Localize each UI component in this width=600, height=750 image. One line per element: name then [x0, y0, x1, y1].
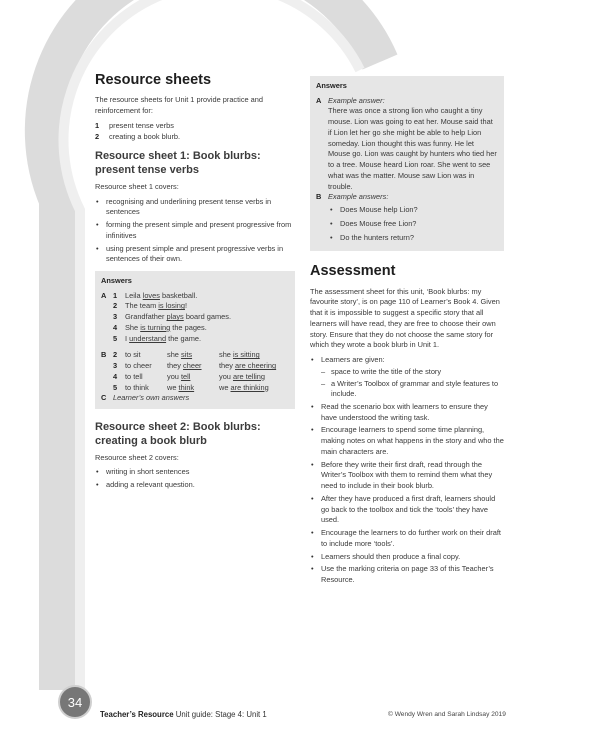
list-item: • Before they write their first draft, read through the Writer’s Toolbox with them to remind them what they need to include in their book blurb.	[310, 460, 504, 492]
list-item: • Does Mouse free Lion?	[328, 219, 498, 230]
resource-sheet-2-covers: Resource sheet 2 covers:	[95, 452, 179, 462]
assessment-heading: Assessment	[310, 263, 396, 280]
given-list	[321, 367, 504, 400]
list-item: • Does Mouse help Lion?	[328, 205, 498, 216]
answer-row: 4 She is turning the pages.	[113, 322, 207, 332]
example-story: There was once a strong lion who caught a tiny mouse. Lion was going to eat her. Mouse said that if Lion let her go she might be able to help Lion someday. Lion thought this was funny. He let Mouse go. Lion was caught by hunters who tied her to a tree. Mouse heard Lion roar. She went to see what was the matter. Mouse saw Lion was in trouble.	[328, 106, 497, 191]
list-item: • writing in short sentences	[95, 467, 295, 478]
answer-row: A Example answer:	[316, 95, 385, 105]
list-item: • Learners should then produce a final copy.	[310, 552, 504, 563]
resource-sheet-1-heading: Resource sheet 1: Book blurbs: present tense verbs	[95, 150, 261, 177]
list-item: • forming the present simple and present progressive from infinitives	[95, 220, 295, 241]
list-item: 2 creating a book blurb.	[95, 131, 181, 141]
resource-sheet-2-heading: Resource sheet 2: Book blurbs: creating a book blurb	[95, 421, 261, 447]
list-item: • Learners are given: – space to write the title of the story – a Writer’s Toolbox of grammar and style features to include.	[310, 355, 504, 400]
resource-sheets-heading: Resource sheets	[95, 72, 212, 88]
list-item: – a Writer’s Toolbox of grammar and style features to include.	[321, 379, 504, 400]
answers-heading: Answers	[316, 81, 347, 90]
list-item: • After they have produced a first draft, learners should go back to the toolbox and tick the ‘tools’ they have used.	[310, 494, 504, 526]
example-questions	[328, 205, 498, 243]
answer-row: 3 to cheer they cheer they are cheering	[113, 361, 277, 371]
list-item: 1 present tense verbs	[95, 120, 174, 130]
list-item: • Encourage the learners to do further work on their draft to include more ‘tools’.	[310, 528, 504, 549]
resource-sheet-1-covers: Resource sheet 1 covers:	[95, 181, 179, 191]
assessment-intro: The assessment sheet for this unit, ‘Book blurbs: my favourite story’, is on page 110 of Learner’s Book 4. Given that it is impossible to suggest a specific story that all learners will have read, they are free to choose their own story. Ensure that they do not choose the same story for which they wrote a book blurb in Unit 1.	[310, 286, 500, 350]
answer-row: A 1 Leila loves basketball.	[101, 290, 198, 300]
left-column	[95, 72, 295, 497]
answer-row: B 2 to sit she sits she is sitting	[101, 350, 260, 360]
list-item: – space to write the title of the story	[321, 367, 504, 378]
assessment-bullets	[310, 355, 504, 586]
answer-row: 5 to think we think we are thinking	[113, 382, 269, 392]
answer-row: 2 The team is losing!	[113, 301, 188, 311]
list-item: • Use the marking criteria on page 33 of this Teacher’s Resource.	[310, 564, 504, 585]
resource-sheets-intro: The resource sheets for Unit 1 provide practice and reinforcement for:	[95, 95, 264, 116]
right-column	[310, 76, 504, 592]
footer-title: Teacher’s Resource Unit guide: Stage 4: Unit 1	[100, 710, 267, 719]
list-item: • Encourage learners to spend some time planning, making notes on what happens in the story and who the main characters are.	[310, 425, 504, 457]
answer-row: 4 to tell you tell you are telling	[113, 371, 266, 381]
answers-heading: Answers	[101, 275, 132, 285]
list-item: • Read the scenario box with learners to ensure they have understood the writing task.	[310, 402, 504, 423]
answer-row: 3 Grandfather plays board games.	[113, 312, 232, 322]
list-item: • using present simple and present progressive verbs in sentences of their own.	[95, 244, 295, 265]
list-item: • Do the hunters return?	[328, 233, 498, 244]
list-item: • adding a relevant question.	[95, 480, 295, 491]
answer-row: C Learner’s own answers	[101, 393, 190, 403]
answers-box-1	[95, 271, 295, 409]
answers-box-2	[310, 76, 504, 251]
list-item: • recognising and underlining present tense verbs in sentences	[95, 197, 295, 218]
page-number-badge: 34	[58, 685, 92, 719]
answer-row: B Example answers:	[316, 192, 389, 202]
resource-sheet-1-bullets	[95, 197, 295, 265]
resource-sheet-2-bullets	[95, 467, 295, 490]
answer-row: 5 I understand the game.	[113, 333, 202, 343]
copyright: © Wendy Wren and Sarah Lindsay 2019	[388, 711, 506, 718]
resource-sheets-list	[95, 121, 295, 142]
